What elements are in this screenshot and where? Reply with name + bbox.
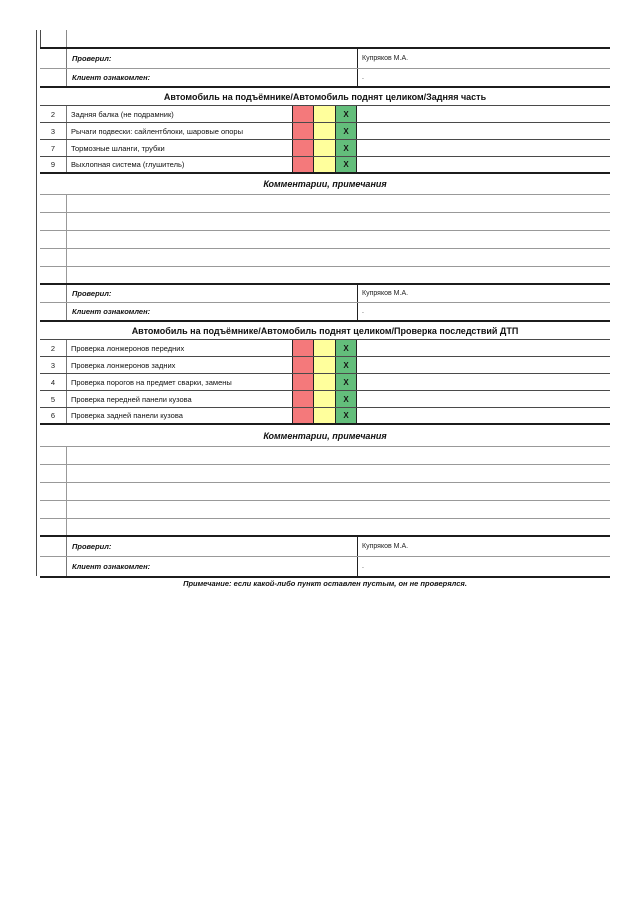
- empty-cell: [40, 231, 66, 248]
- item-number: 9: [50, 160, 56, 169]
- checklist-row: [40, 140, 610, 157]
- status-cell-bad: [292, 391, 313, 407]
- empty-cell: [40, 267, 66, 283]
- client-acknowledged-row: [40, 69, 610, 88]
- item-description: Задняя балка (не подрамник): [66, 106, 292, 122]
- status-cell-warn: [313, 408, 335, 423]
- empty-cell: [40, 537, 66, 556]
- empty-cell: [40, 557, 66, 576]
- comment-cell: [66, 447, 610, 464]
- item-description: Выхлопная система (глушитель): [66, 157, 292, 172]
- empty-cell: [40, 501, 66, 518]
- status-cell-ok: X: [335, 157, 357, 172]
- checked-by-row: [40, 537, 610, 557]
- comment-row: [40, 501, 610, 519]
- comment-cell: [66, 501, 610, 518]
- section-title-rear: Автомобиль на подъёмнике/Автомобиль поднят целиком/Задняя часть: [40, 88, 610, 106]
- item-number: 6: [50, 411, 56, 420]
- item-description: Проверка задней панели кузова: [66, 408, 292, 423]
- client-acknowledged-value: .: [357, 557, 610, 576]
- checklist-row: [40, 157, 610, 174]
- empty-cell: [357, 157, 610, 172]
- item-number: 3: [50, 126, 56, 136]
- checked-by-value: Купряков М.А.: [357, 49, 610, 68]
- checked-by-value: Купряков М.А.: [357, 537, 610, 556]
- empty-cell: [357, 140, 610, 156]
- checklist-row: [40, 357, 610, 374]
- status-cell-ok: X: [335, 374, 357, 390]
- item-number: 4: [50, 377, 56, 387]
- inspection-table: [40, 47, 610, 578]
- table-left-border-outer: [36, 30, 37, 576]
- checklist-row: [40, 374, 610, 391]
- status-cell-bad: [292, 123, 313, 139]
- comments-title: Комментарии, примечания: [40, 174, 610, 195]
- status-cell-ok: X: [335, 340, 357, 356]
- status-cell-ok: X: [335, 391, 357, 407]
- empty-cell: [357, 106, 610, 122]
- item-description: Проверка передней панели кузова: [66, 391, 292, 407]
- status-cell-ok: X: [335, 106, 357, 122]
- status-cell-warn: [313, 340, 335, 356]
- item-description: Рычаги подвески: сайлентблоки, шаровые опоры: [66, 123, 292, 139]
- comment-cell: [66, 195, 610, 212]
- comment-cell: [66, 267, 610, 283]
- item-description: Проверка порогов на предмет сварки, замены: [66, 374, 292, 390]
- status-cell-warn: [313, 391, 335, 407]
- status-cell-bad: [292, 374, 313, 390]
- empty-cell: [357, 340, 610, 356]
- comment-row: [40, 483, 610, 501]
- checked-by-row: [40, 49, 610, 69]
- status-cell-ok: X: [335, 123, 357, 139]
- empty-cell: [357, 374, 610, 390]
- client-acknowledged-row: [40, 303, 610, 322]
- status-cell-warn: [313, 357, 335, 373]
- empty-cell: [40, 195, 66, 212]
- client-acknowledged-value: .: [357, 303, 610, 320]
- item-description: Тормозные шланги, трубки: [66, 140, 292, 156]
- status-cell-warn: [313, 157, 335, 172]
- empty-cell: [40, 447, 66, 464]
- checklist-row: [40, 391, 610, 408]
- comment-row: [40, 195, 610, 213]
- status-cell-bad: [292, 157, 313, 172]
- status-cell-ok: X: [335, 408, 357, 423]
- status-cell-warn: [313, 106, 335, 122]
- comment-row: [40, 447, 610, 465]
- checklist-row: [40, 106, 610, 123]
- empty-cell: [40, 249, 66, 266]
- empty-cell: [357, 391, 610, 407]
- empty-cell: [357, 408, 610, 423]
- item-description: Проверка лонжеронов задних: [66, 357, 292, 373]
- number-column-continuation-line: [66, 30, 67, 47]
- empty-cell: [40, 285, 66, 302]
- status-cell-warn: [313, 140, 335, 156]
- checked-by-label: Проверил:: [66, 285, 357, 302]
- item-number: 5: [50, 394, 56, 404]
- status-cell-bad: [292, 408, 313, 423]
- empty-cell: [40, 49, 66, 68]
- client-acknowledged-row: [40, 557, 610, 576]
- comment-row: [40, 519, 610, 537]
- empty-cell: [357, 357, 610, 373]
- empty-cell: [40, 465, 66, 482]
- status-cell-ok: X: [335, 357, 357, 373]
- footer-note: Примечание: если какой-либо пункт оставлен пустым, он не проверялся.: [183, 579, 467, 588]
- empty-cell: [40, 213, 66, 230]
- empty-cell: [357, 123, 610, 139]
- status-cell-bad: [292, 106, 313, 122]
- status-cell-ok: X: [335, 140, 357, 156]
- client-acknowledged-label: Клиент ознакомлен:: [66, 69, 357, 86]
- status-cell-warn: [313, 123, 335, 139]
- item-number: 3: [50, 360, 56, 370]
- status-cell-bad: [292, 357, 313, 373]
- empty-cell: [40, 303, 66, 320]
- comment-row: [40, 465, 610, 483]
- comment-row: [40, 249, 610, 267]
- comment-row: [40, 213, 610, 231]
- comment-cell: [66, 483, 610, 500]
- empty-cell: [40, 519, 66, 535]
- comment-row: [40, 231, 610, 249]
- status-cell-warn: [313, 374, 335, 390]
- comment-row: [40, 267, 610, 285]
- comment-cell: [66, 249, 610, 266]
- client-acknowledged-label: Клиент ознакомлен:: [66, 303, 357, 320]
- checked-by-value: Купряков М.А.: [357, 285, 610, 302]
- item-number: 7: [50, 143, 56, 153]
- status-cell-bad: [292, 340, 313, 356]
- client-acknowledged-label: Клиент ознакомлен:: [66, 557, 357, 576]
- checklist-row: [40, 123, 610, 140]
- comments-title: Комментарии, примечания: [40, 425, 610, 447]
- empty-cell: [40, 483, 66, 500]
- section-title-accident-check: Автомобиль на подъёмнике/Автомобиль поднят целиком/Проверка последствий ДТП: [40, 322, 610, 340]
- empty-cell: [40, 69, 66, 86]
- client-acknowledged-value: .: [357, 69, 610, 86]
- item-number: 2: [50, 109, 56, 119]
- comment-cell: [66, 213, 610, 230]
- checklist-row: [40, 340, 610, 357]
- comment-cell: [66, 519, 610, 535]
- comment-cell: [66, 231, 610, 248]
- item-number: 2: [50, 343, 56, 353]
- status-cell-bad: [292, 140, 313, 156]
- checked-by-label: Проверил:: [66, 49, 357, 68]
- checked-by-row: [40, 285, 610, 303]
- checklist-row: [40, 408, 610, 425]
- item-description: Проверка лонжеронов передних: [66, 340, 292, 356]
- checked-by-label: Проверил:: [66, 537, 357, 556]
- comment-cell: [66, 465, 610, 482]
